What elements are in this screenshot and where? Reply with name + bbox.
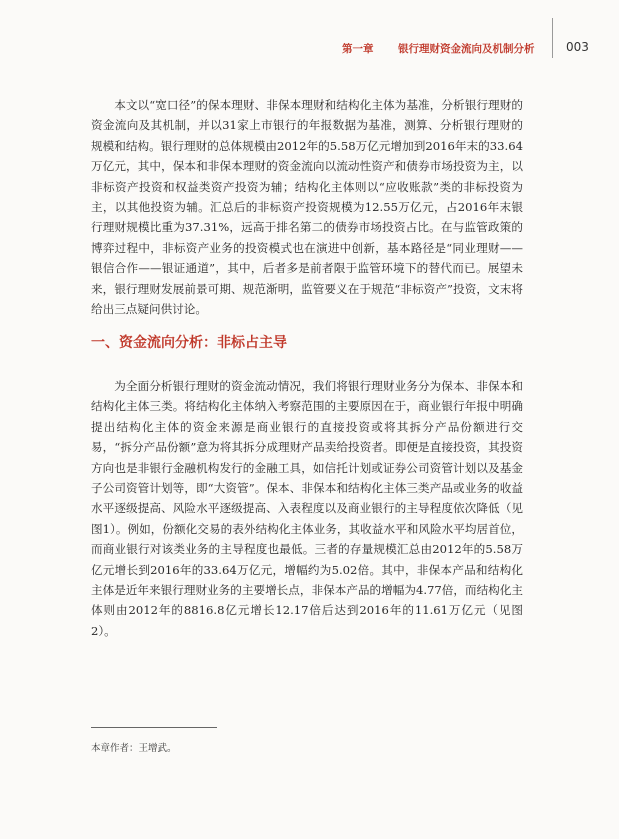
footnote-divider bbox=[91, 727, 217, 728]
intro-paragraph: 本文以“宽口径”的保本理财、非保本理财和结构化主体为基准，分析银行理财的资金流向及其机制，并以31家上市银行的年报数据为基准，测算、分析银行理财的规模和结构。银行理财的总体规模由2012年的5.58万亿元增加到2016年末的33.64万亿元，其中，保本和非保本理财的资金流向以流动性资产和债券市场投资为主，以非标资产投资和权益类资产投资为辅；结构化主体则以“应收账款”类的非标投资为主，以其他投资为辅。汇总后的非标资产投资规模为12.55万亿元，占2016年末银行理财规模比重为37.31%，远高于排名第二的债券市场投资占比。在与监管政策的博弈过程中，非标资产业务的投资模式也在演进中创新，基本路径是“同业理财——银信合作——银证通道”，其中，后者多是前者限于监管环境下的替代而已。展望未来，银行理财发展前景可期、规范渐明，监管要义在于规范“非标资产”投资，文末将给出三点疑问供讨论。 bbox=[91, 98, 523, 317]
header-divider bbox=[552, 18, 553, 58]
body-paragraph: 为全面分析银行理财的资金流动情况，我们将银行理财业务分为保本、非保本和结构化主体三类。将结构化主体纳入考察范围的主要原因在于，商业银行年报中明确提出结构化主体的资金来源是商业银行的直接投资或将其拆分产品份额进行交易，“拆分产品份额”意为将其拆分成理财产品卖给投资者。即便是直接投资，其投资方向也是非银行金融机构发行的金融工具，如信托计划或证券公司资管计划以及基金子公司资管计划等，即“大资管”。保本、非保本和结构化主体三类产品或业务的收益水平逐级提高、风险水平逐级提高、入表程度以及商业银行的主导程度依次降低（见图1）。例如，份额化交易的表外结构化主体业务，其收益水平和风险水平均居首位，而商业银行对该类业务的主导程度也最低。三者的存量规模汇总由2012年的5.58万亿元增长到2016年的33.64万亿元，增幅约为5.02倍。其中，非保本产品和结构化主体是近年来银行理财业务的主要增长点，非保本产品的增幅为4.77倍，而结构化主体则由2012年的8816.8亿元增长12.17倍后达到2016年的11.61万亿元（见图2）。 bbox=[91, 379, 523, 638]
page-number: 003 bbox=[566, 40, 589, 54]
chapter-title: 银行理财资金流向及机制分析 bbox=[398, 43, 535, 55]
footnote: 本章作者：王增武。 bbox=[91, 743, 177, 754]
section-heading: 一、资金流向分析：非标占主导 bbox=[91, 335, 287, 351]
chapter-label: 第一章 bbox=[342, 43, 374, 55]
